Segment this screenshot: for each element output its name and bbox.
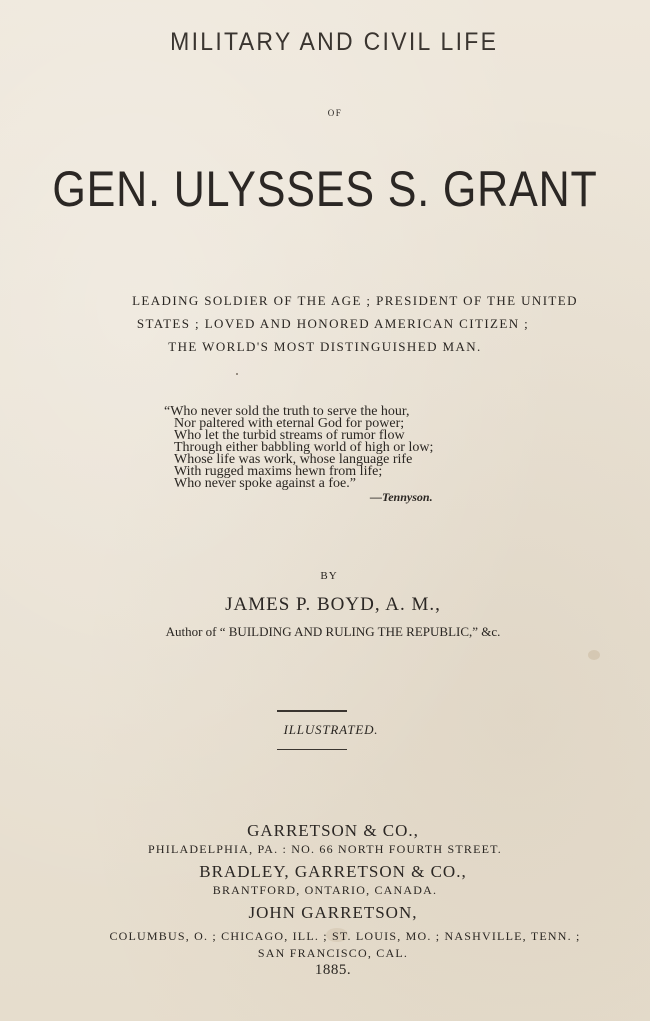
publisher-name: JOHN GARRETSON, <box>248 903 418 922</box>
divider-rule <box>277 710 347 712</box>
publisher-name: GARRETSON & CO., <box>247 821 419 840</box>
epigraph-line: “Who never sold the truth to serve the hour, <box>164 404 410 419</box>
epigraph <box>164 406 484 490</box>
subtitle-line-3: THE WORLD'S MOST DISTINGUISHED MAN. <box>168 339 482 354</box>
ornament-dot <box>236 373 238 375</box>
epigraph-line: Nor paltered with eternal God for power; <box>174 416 405 431</box>
epigraph-line: With rugged maxims hewn from life; <box>174 464 383 479</box>
author-credits: Author of “ BUILDING AND RULING THE REPUBLIC,” &c. <box>165 624 501 639</box>
author-name: JAMES P. BOYD, A. M., <box>225 594 441 615</box>
subtitle-line-2: STATES ; LOVED AND HONORED AMERICAN CITIZEN ; <box>136 316 530 331</box>
paper-stain <box>588 650 600 660</box>
epigraph-line: Through either babbling world of high or low; <box>174 440 434 455</box>
publisher-name: BRADLEY, GARRETSON & CO., <box>199 862 467 881</box>
subtitle-line-1: LEADING SOLDIER OF THE AGE ; PRESIDENT OF THE UNITED <box>132 293 578 308</box>
epigraph-line: Whose life was work, whose language rife <box>174 452 413 467</box>
publisher-address: BRANTFORD, ONTARIO, CANADA. <box>212 883 438 897</box>
illustrated-label: ILLUSTRATED. <box>283 722 379 737</box>
epigraph-line: Who never spoke against a foe.” <box>174 476 356 491</box>
epigraph-attribution: —Tennyson. <box>370 490 433 504</box>
publisher-address: SAN FRANCISCO, CAL. <box>257 946 409 960</box>
subject-name: GEN. ULYSSES S. GRANT <box>52 161 598 217</box>
divider-rule <box>277 749 347 750</box>
title-line: MILITARY AND CIVIL LIFE <box>170 28 499 56</box>
by-label: BY <box>320 570 338 582</box>
publisher-address: COLUMBUS, O. ; CHICAGO, ILL. ; ST. LOUIS, MO. ; NASHVILLE, TENN. ; <box>109 929 581 943</box>
title-of: OF <box>327 108 343 118</box>
epigraph-line: Who let the turbid streams of rumor flow <box>174 428 405 443</box>
publication-year: 1885. <box>314 962 352 978</box>
publisher-address: PHILADELPHIA, PA. : NO. 66 NORTH FOURTH STREET. <box>148 842 502 856</box>
